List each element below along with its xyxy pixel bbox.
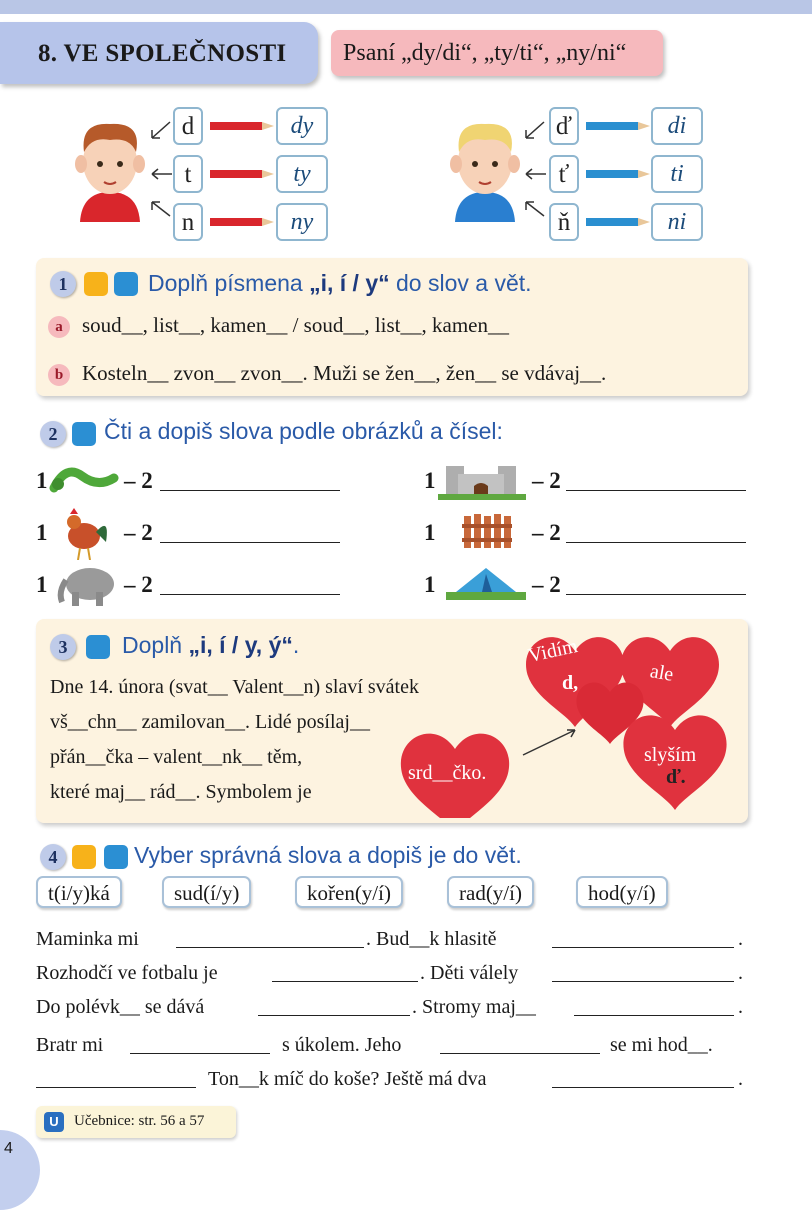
task3-line2: vš__chn__ zamilovan__. Lidé posílaj__: [50, 711, 370, 733]
t4-l3a: Do polévk__ se dává: [36, 996, 205, 1018]
task1-number: 1: [50, 271, 76, 297]
t2-r1-n1: 1: [424, 468, 436, 493]
task1-row-b: Kosteln__ zvon__ zvon__. Muži se žen__, žen__ se vdávaj__.: [82, 361, 607, 385]
heart-text-d-caron: ď.: [666, 766, 686, 788]
elephant-icon: [56, 562, 120, 608]
t2-r3-n1: 1: [424, 572, 436, 597]
red-pencil-icon: [210, 170, 274, 178]
letter-box-n: n: [173, 203, 203, 241]
t2-r1-n2: – 2: [532, 468, 561, 493]
task3-instruction: Doplň „i, í / y, ý“.: [122, 632, 300, 658]
task2-number: 2: [40, 421, 66, 447]
task1-label-b: b: [48, 364, 70, 386]
answer-line: [574, 1015, 734, 1016]
task3-line1: Dne 14. února (svat__ Valent__n) slaví svátek: [50, 676, 419, 698]
pencil-task-icon: [86, 635, 110, 659]
lightbulb-icon: [72, 845, 96, 869]
textbook-badge: U: [44, 1112, 64, 1132]
t4-l1b: . Bud__k hlasitě: [366, 928, 497, 950]
letter-box-d-caron: ď: [549, 107, 579, 145]
answer-line: [36, 1087, 196, 1088]
t4-l2b: . Děti válely: [420, 962, 519, 984]
t2-l3-n1: 1: [36, 572, 48, 597]
answer-line: [272, 981, 418, 982]
page-number: 4: [4, 1140, 13, 1157]
pencil-task-icon: [104, 845, 128, 869]
castle-icon: [438, 452, 526, 500]
boy-blond-icon: [445, 112, 525, 222]
top-band: [0, 0, 812, 14]
blue-pencil-icon: [586, 218, 650, 226]
answer-line: [566, 594, 746, 595]
tent-icon: [446, 562, 526, 604]
task1-label-a: a: [48, 316, 70, 338]
arrows-right: [522, 112, 548, 222]
t4-l2a: Rozhodčí ve fotbalu je: [36, 962, 218, 984]
task3-line4: které maj__ rád__. Symbolem je: [50, 781, 312, 803]
cursive-box-ny: ny: [276, 203, 328, 241]
answer-line: [552, 981, 734, 982]
heart-text-d: d,: [562, 672, 579, 694]
snake-icon: [48, 458, 120, 500]
t2-l2-n1: 1: [36, 520, 48, 545]
cursive-box-ti: ti: [651, 155, 703, 193]
blue-pencil-icon: [586, 122, 650, 130]
cursive-box-di: di: [651, 107, 703, 145]
red-pencil-icon: [210, 218, 274, 226]
t4-l2c: .: [738, 962, 743, 984]
answer-line: [258, 1015, 410, 1016]
rooster-icon: [56, 506, 112, 560]
heart-text-slysim: slyším: [644, 744, 697, 766]
task3-line3: přán__čka – valent__nk__ těm,: [50, 746, 303, 768]
chapter-title: 8. VE SPOLEČNOSTI: [0, 22, 318, 84]
t2-l2-n2: – 2: [124, 520, 153, 545]
answer-line: [130, 1053, 270, 1054]
heart-text-vidim: Vidím: [526, 635, 580, 667]
t2-r2-n1: 1: [424, 520, 436, 545]
textbook-ref-text: Učebnice: str. 56 a 57: [74, 1113, 205, 1129]
t2-l1-n1: 1: [36, 468, 48, 493]
word-option: sud(í/y): [162, 876, 251, 908]
letter-box-t: t: [173, 155, 203, 193]
word-option: t(i/y)ká: [36, 876, 122, 908]
answer-line: [552, 947, 734, 948]
red-pencil-icon: [210, 122, 274, 130]
blue-pencil-icon: [586, 170, 650, 178]
letter-box-d: d: [173, 107, 203, 145]
pencil-task-icon: [114, 272, 138, 296]
answer-line: [440, 1053, 600, 1054]
task1-row-a: soud__, list__, kamen__ / soud__, list__, kamen__: [82, 313, 509, 337]
task4-instruction: Vyber správná slova a dopiš je do vět.: [134, 842, 522, 868]
cursive-box-dy: dy: [276, 107, 328, 145]
lightbulb-icon: [84, 272, 108, 296]
t4-l4c: se mi hod__.: [610, 1034, 713, 1056]
heart-text-srdcko: srd__čko.: [408, 762, 487, 784]
t4-l3b: . Stromy maj__: [412, 996, 536, 1018]
answer-line: [566, 542, 746, 543]
pencil-task-icon: [72, 422, 96, 446]
task3-number: 3: [50, 634, 76, 660]
answer-line: [160, 542, 340, 543]
t4-l5a: Ton__k míč do koše? Ještě má dva: [208, 1068, 487, 1090]
t4-l1c: .: [738, 928, 743, 950]
letter-box-n-caron: ň: [549, 203, 579, 241]
answer-line: [160, 594, 340, 595]
arrows-left: [148, 112, 174, 222]
task2-instruction: Čti a dopiš slova podle obrázků a čísel:: [104, 418, 503, 444]
task4-number: 4: [40, 844, 66, 870]
t4-l3c: .: [738, 996, 743, 1018]
answer-line: [566, 490, 746, 491]
boy-redhead-icon: [70, 112, 150, 222]
fence-icon: [462, 510, 512, 550]
topic-title: Psaní „dy/di“, „ty/ti“, „ny/ni“: [331, 30, 663, 76]
heart-text-ale: ale: [648, 660, 676, 686]
answer-line: [552, 1087, 734, 1088]
t4-l5b: .: [738, 1068, 743, 1090]
task1-instruction: Doplň písmena „i, í / y“ do slov a vět.: [148, 270, 532, 296]
t4-l4a: Bratr mi: [36, 1034, 104, 1056]
answer-line: [160, 490, 340, 491]
t4-l4b: s úkolem. Jeho: [282, 1034, 402, 1056]
word-option: rad(y/í): [447, 876, 534, 908]
cursive-box-ty: ty: [276, 155, 328, 193]
cursive-box-ni: ni: [651, 203, 703, 241]
word-option: hod(y/í): [576, 876, 668, 908]
letter-box-t-caron: ť: [549, 155, 579, 193]
t4-l1a: Maminka mi: [36, 928, 139, 950]
t2-r2-n2: – 2: [532, 520, 561, 545]
t2-l1-n2: – 2: [124, 468, 153, 493]
word-option: kořen(y/í): [295, 876, 403, 908]
t2-r3-n2: – 2: [532, 572, 561, 597]
answer-line: [176, 947, 364, 948]
t2-l3-n2: – 2: [124, 572, 153, 597]
